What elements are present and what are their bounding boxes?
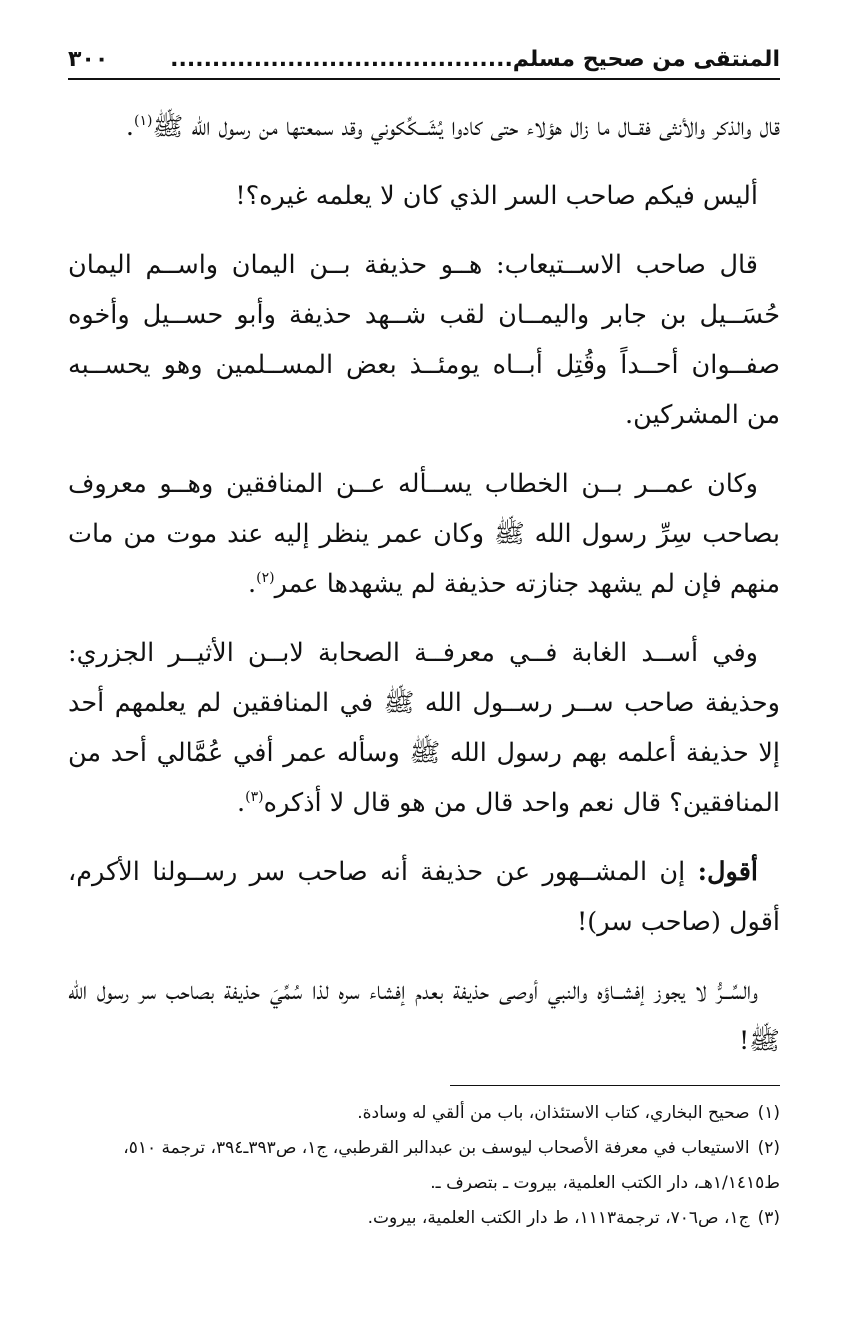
paragraph-text: إن المشــهور عن حذيفة أنه صاحب سر رســولنا الأكرم، أقول (صاحب سر)! [68, 857, 780, 937]
footnotes [68, 1096, 780, 1236]
paragraph [68, 459, 780, 609]
book-title: المنتقى من صحيح مسلم [512, 47, 780, 72]
running-header [68, 30, 780, 72]
paragraph-end: . [247, 569, 257, 599]
footnote-text: صحيح البخاري، كتاب الاستئذان، باب من ألقي له وسادة. [357, 1103, 750, 1123]
footnote-text: الاستيعاب في معرفة الأصحاب ليوسف بن عبدالبر القرطبي، ج١، ص٣٩٣ـ٣٩٤، ترجمة ٥١٠، ط١/١٤١٥هـ، دار الكتب العلمية، بيروت ـ بتصرف ـ. [123, 1138, 780, 1193]
main-text [68, 102, 780, 1066]
title-leader-dots: ......................................... [170, 47, 513, 72]
paragraph [68, 966, 780, 1066]
paragraph [68, 171, 780, 221]
paragraph-lead: أقول: [697, 857, 758, 887]
paragraph-text: قال صاحب الاســتيعاب: هــو حذيفة بــن اليمان واســم اليمان حُسَــيل بن جابر واليمــان لقب شــهد حذيفة وأبو حســيل وأخوه صفــوان أحــداً وقُتِل أبــاه يومئــذ بعض المســلمين وهو يحســبه من المشركين. [68, 250, 780, 430]
paragraph [68, 628, 780, 828]
paragraph-end: . [237, 788, 246, 818]
header-divider [68, 78, 780, 80]
page-number: ٣٠٠ [68, 47, 109, 72]
footnote-ref[interactable]: (٣) [245, 789, 264, 805]
paragraph [68, 847, 780, 947]
footnote-number: (٢) [757, 1138, 780, 1158]
footnote [68, 1096, 780, 1131]
footnote-number: (١) [757, 1103, 780, 1123]
paragraph-text: قال والذكر والأنثى فقــال ما زال هؤلاء حتى كادوا يُشَــكِّكوني وقد سمعتها من رسول الله ﷺ [152, 112, 780, 142]
footnote-ref[interactable]: (٢) [256, 570, 275, 586]
footnote-text: ج١، ص٧٠٦، ترجمة١١١٣، ط دار الكتب العلمية، بيروت. [367, 1208, 750, 1228]
paragraph-text: وفي أســد الغابة فــي معرفــة الصحابة لابــن الأثيــر الجزري: وحذيفة صاحب ســر رســول الله ﷺ في المنافقين لم يعلمهم أحد إلا حذيفة أعلمه بهم رسول الله ﷺ وسأله عمر أفي عُمَّالي أحد من المنافقين؟ قال نعم واحد قال من هو قال لا أذكره [68, 638, 780, 818]
footnote-divider [450, 1085, 780, 1086]
running-header-title-group [170, 47, 780, 72]
footnote-ref[interactable]: (١) [133, 113, 153, 129]
footnote [68, 1201, 780, 1236]
book-page [68, 30, 780, 1270]
paragraph-text: والسِّــرُّ لا يجوز إفشــاؤه والنبي أوصى حذيفة بعدم إفشاء سره لذا سُمِّيَ حذيفة بصاحب سر رسول الله ﷺ! [68, 976, 780, 1056]
footnote [68, 1131, 780, 1201]
paragraph-text: وكان عمــر بــن الخطاب يســأله عــن المنافقين وهــو معروف بصاحب سِرِّ رسول الله ﷺ وكان عمر ينظر إليه عند موت من مات منهم فإن لم يشهد جنازته حذيفة لم يشهدها عمر [68, 469, 780, 599]
paragraph-text: أليس فيكم صاحب السر الذي كان لا يعلمه غيره؟! [235, 181, 758, 211]
footnote-number: (٣) [757, 1208, 780, 1228]
paragraph-end: . [125, 112, 134, 142]
paragraph [68, 240, 780, 440]
paragraph [68, 102, 780, 152]
